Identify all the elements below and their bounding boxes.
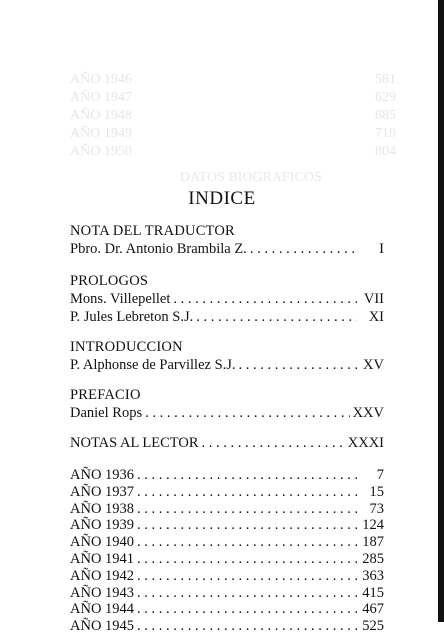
entry-label: AÑO 1942 (70, 567, 135, 584)
leader-dots (202, 434, 345, 452)
entry-label: Mons. Villepellet (70, 291, 171, 307)
ghost-line: AÑO 1950 804 (70, 144, 396, 159)
year-entry (70, 585, 384, 602)
entry-page: 415 (362, 584, 384, 601)
entry-page: XV (363, 357, 384, 373)
entry-page: VII (363, 291, 384, 307)
year-entry (70, 551, 384, 568)
entry-page: XI (368, 309, 384, 325)
toc-entry (70, 290, 384, 308)
entry-label: AÑO 1938 (70, 500, 135, 517)
page-edge-shadow (438, 0, 444, 622)
leader-dots (137, 601, 357, 618)
toc-entry (70, 404, 384, 422)
entry-label: NOTAS AL LECTOR (70, 435, 199, 451)
leader-dots (239, 356, 357, 374)
section-heading: PROLOGOS (70, 273, 149, 289)
entry-label: AÑO 1937 (70, 483, 135, 500)
year-entry (70, 484, 384, 501)
entry-page: XXV (352, 405, 384, 421)
entry-label: AÑO 1944 (70, 601, 135, 618)
leader-dots (137, 467, 357, 484)
section-prologos (70, 272, 384, 326)
entry-label: P. Jules Lebreton S.J. (70, 309, 194, 325)
section-introduccion (70, 338, 384, 374)
leader-dots (145, 404, 349, 422)
entry-label: AÑO 1940 (70, 534, 135, 551)
year-list (70, 467, 384, 635)
leader-dots (173, 290, 357, 308)
entry-page: 7 (376, 467, 384, 483)
leader-dots (137, 618, 357, 635)
entry-label: AÑO 1939 (70, 517, 135, 534)
entry-label: AÑO 1943 (70, 584, 135, 601)
section-heading: NOTA DEL TRADUCTOR (70, 223, 235, 239)
entry-page: 363 (362, 567, 384, 584)
leader-dots (137, 568, 357, 585)
entry-page: 525 (362, 618, 384, 635)
entry-page: 187 (362, 534, 384, 551)
ghost-line: AÑO 1948 685 (70, 108, 396, 123)
entry-label: AÑO 1941 (70, 550, 135, 567)
entry-label: P. Alphonse de Parvillez S.J. (70, 357, 236, 373)
page-title: INDICE (188, 188, 256, 209)
year-entry (70, 601, 384, 618)
year-entry (70, 517, 384, 534)
leader-dots (137, 517, 357, 534)
entry-label: AÑO 1936 (70, 467, 135, 483)
entry-page: 15 (369, 483, 384, 500)
entry-label: Daniel Rops (70, 405, 143, 421)
entry-page: 285 (362, 550, 384, 567)
section-heading: PREFACIO (70, 387, 141, 403)
leader-dots (137, 484, 357, 501)
ghost-line: AÑO 1946 581 (70, 72, 396, 87)
year-entry (70, 534, 384, 551)
year-entry (70, 568, 384, 585)
leader-dots (250, 240, 357, 258)
toc-entry (70, 308, 384, 326)
section-prefacio (70, 386, 384, 422)
year-entry (70, 618, 384, 635)
entry-label: AÑO 1945 (70, 618, 135, 635)
section-nota-del-traductor (70, 222, 384, 258)
leader-dots (137, 585, 357, 602)
entry-page: 124 (362, 517, 384, 534)
year-entry (70, 501, 384, 518)
leader-dots (137, 534, 357, 551)
toc-entry (70, 434, 384, 452)
year-entry (70, 467, 384, 484)
entry-page: 73 (369, 500, 384, 517)
section-notas-al-lector (70, 434, 384, 452)
entry-page: I (379, 241, 384, 257)
toc-entry (70, 356, 384, 374)
ghost-line: AÑO 1947 629 (70, 90, 396, 105)
leader-dots (137, 501, 357, 518)
section-heading: INTRODUCCION (70, 339, 183, 355)
leader-dots (137, 551, 357, 568)
toc-entry (70, 240, 384, 258)
leader-dots (196, 308, 357, 326)
ghost-line: AÑO 1949 719 (70, 126, 396, 141)
entry-page: 467 (362, 601, 384, 618)
entry-page: XXXI (347, 435, 384, 451)
ghost-title: DATOS BIOGRAFICOS (180, 170, 322, 185)
entry-label: Pbro. Dr. Antonio Brambila Z. (70, 241, 247, 257)
